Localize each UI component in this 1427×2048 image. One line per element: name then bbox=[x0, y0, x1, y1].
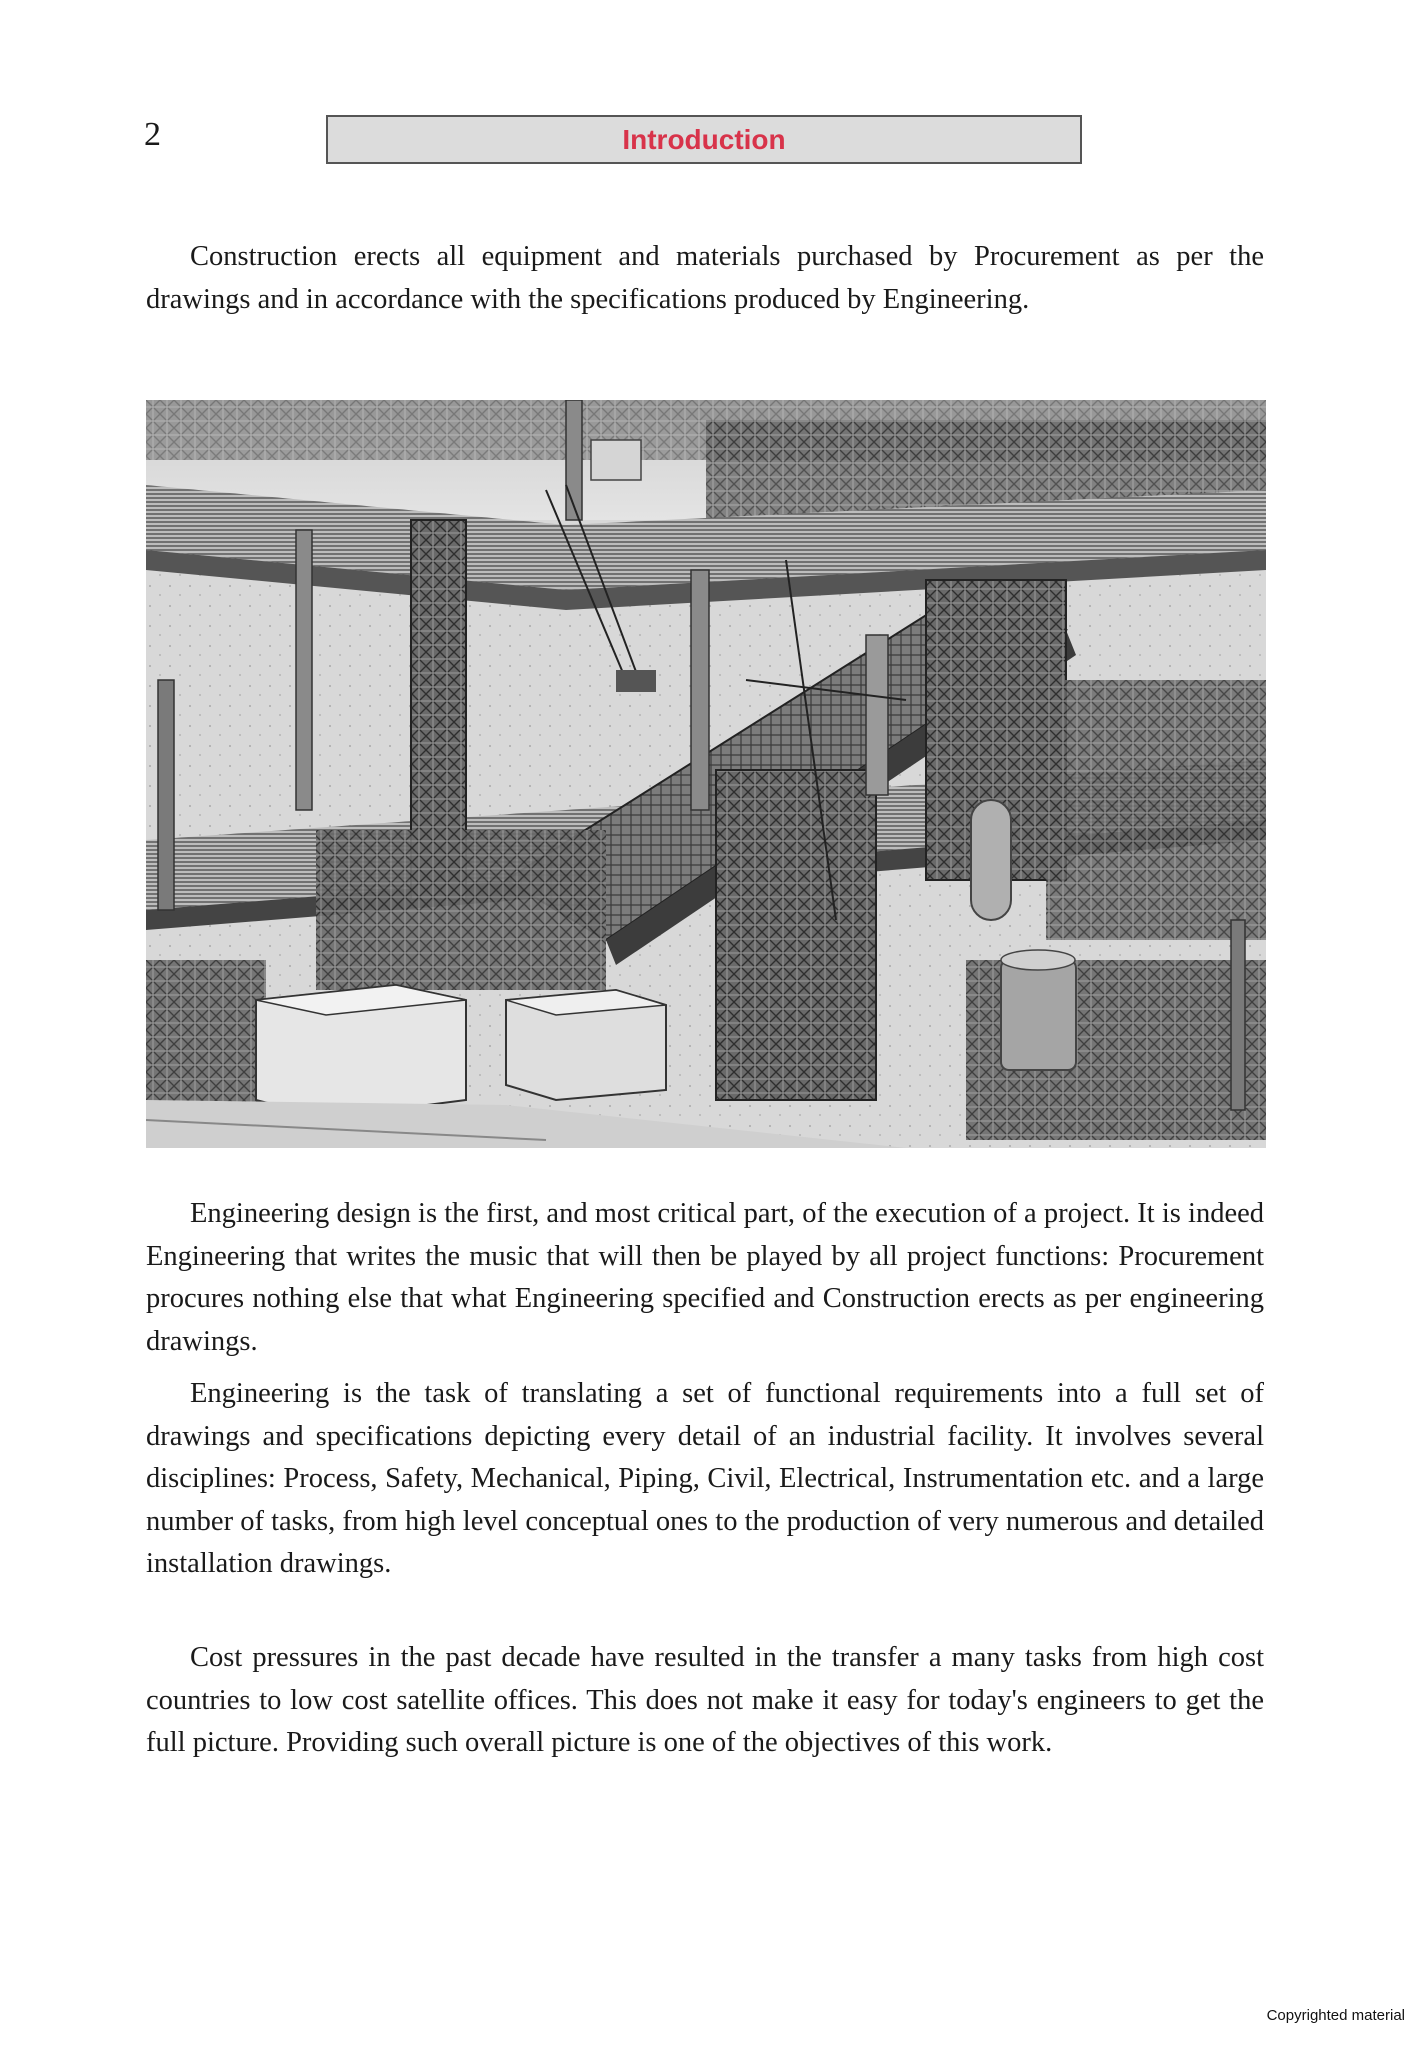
paragraph-cost-pressures: Cost pressures in the past decade have resulted in the transfer a many tasks from high cost countries to low cost satellite offices. This does not make it easy for today's engineers to get the full picture. Providing such overall picture is one of the objectives of this work. bbox=[146, 1642, 1264, 1758]
chapter-title: Introduction bbox=[622, 123, 786, 155]
chapter-header bbox=[326, 115, 1082, 164]
page-number: 2 bbox=[144, 116, 161, 153]
refinery-construction-photo bbox=[146, 400, 1266, 1148]
paragraph-engineering-design: Engineering design is the first, and most critical part, of the execution of a project. It is indeed Engineering that writes the music that will then be played by all project functions: Procurement procures nothing else that what Engineering specified and Construction erects as per engineering drawings. bbox=[146, 1198, 1264, 1357]
copyright-notice: Copyrighted material bbox=[1266, 2007, 1405, 2024]
paragraph-engineering-task: Engineering is the task of translating a set of functional requirements into a full set of drawings and specifications depicting every detail of an industrial facility. It involves several disciplines: Process, Safety, Mechanical, Piping, Civil, Electrical, Instrumentation etc. and a large number of tasks, from high level conceptual ones to the production of very numerous and detailed installation drawings. bbox=[146, 1378, 1264, 1579]
paragraph-construction: Construction erects all equipment and materials purchased by Procurement as per the drawings and in accordance with the specifications produced by Engineering. bbox=[146, 241, 1264, 315]
